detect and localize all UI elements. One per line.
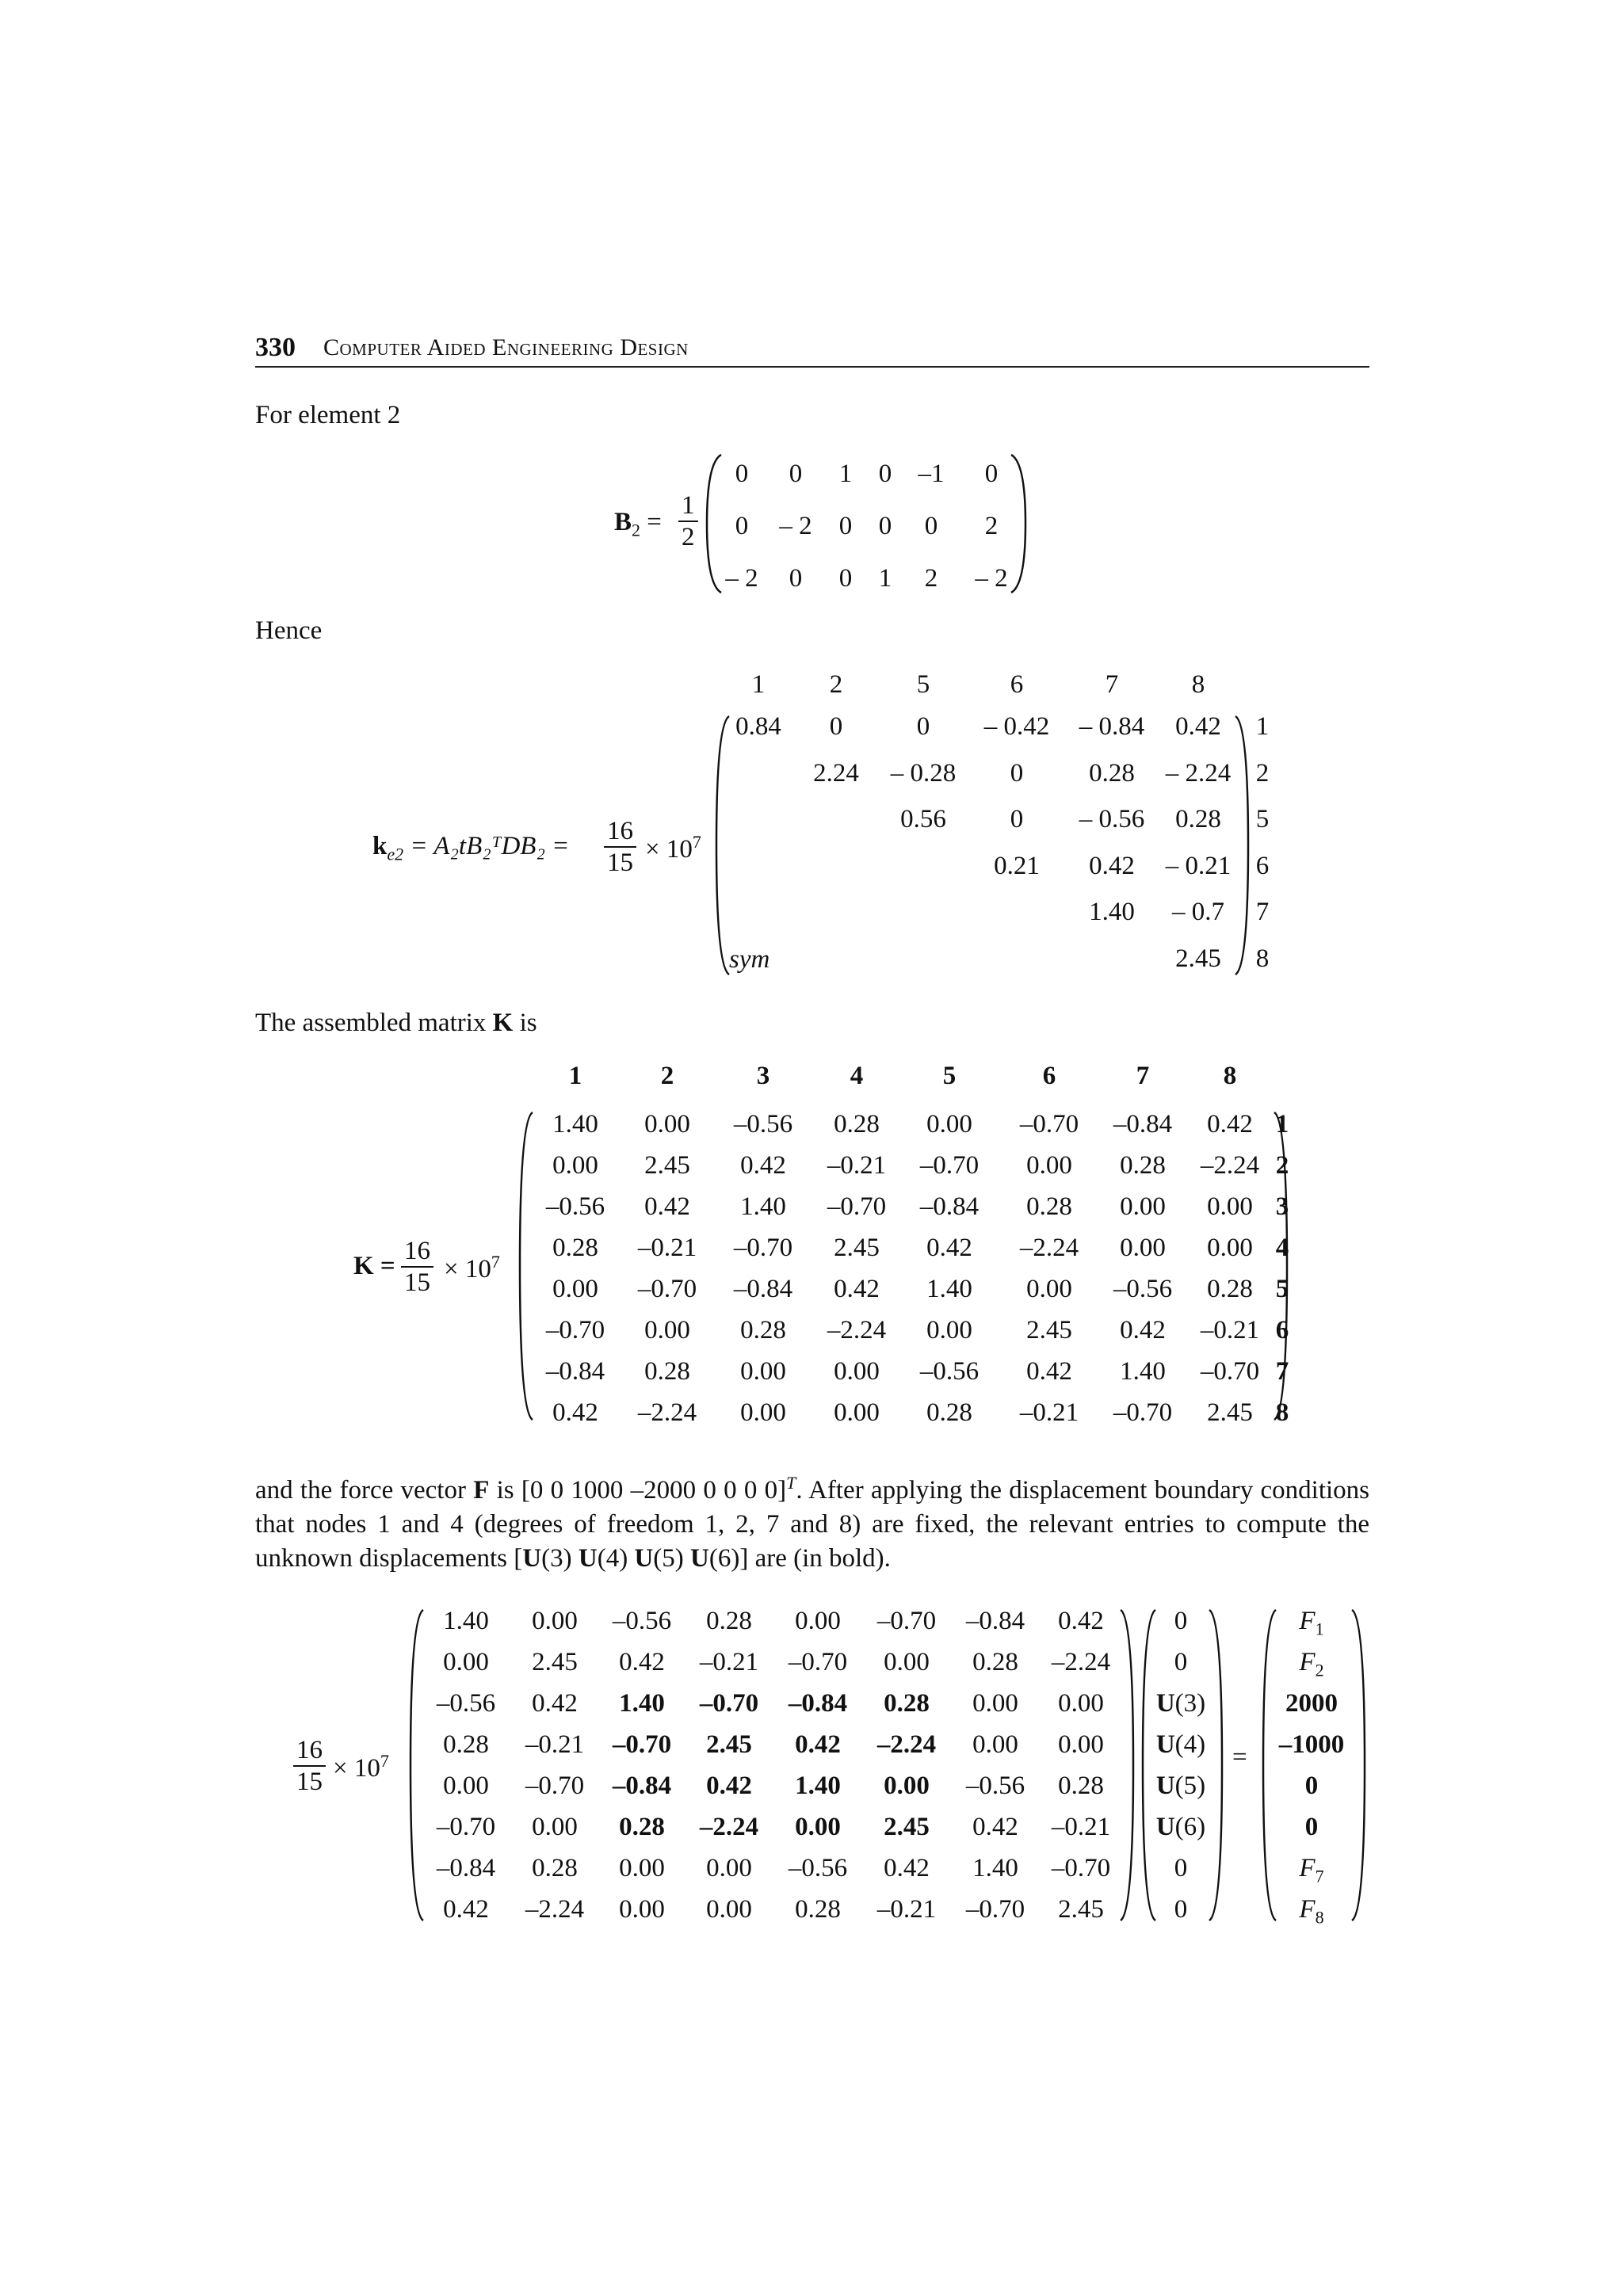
k-cell: 0.42	[644, 1192, 690, 1221]
system-cell: 0.00	[1058, 1730, 1104, 1759]
k-cell: 1.40	[926, 1275, 972, 1303]
f-vector-entry: $F_2$	[1299, 1648, 1324, 1680]
ke2-col-label: 1	[751, 670, 766, 699]
ke2-col-label: 7	[1105, 670, 1119, 699]
system-cell: 0.00	[532, 1607, 578, 1635]
k-row-label: 1	[1275, 1110, 1289, 1138]
system-cell: 0.28	[972, 1648, 1018, 1676]
system-cell: –0.56	[436, 1689, 496, 1718]
k-cell: 0.28	[926, 1398, 972, 1427]
k-row-label: 7	[1275, 1357, 1289, 1386]
system-cell: 1.40	[443, 1607, 489, 1635]
k-column-labels	[531, 1054, 1276, 1098]
system-cell: 2.45	[532, 1648, 578, 1676]
k-cell: –0.70	[1113, 1398, 1173, 1427]
k-cell: –0.70	[733, 1234, 793, 1262]
k-col-label: 1	[568, 1062, 582, 1090]
ke2-cell	[880, 889, 967, 936]
system-cell: –0.70	[612, 1730, 672, 1759]
ke2-cell	[1067, 936, 1157, 982]
for-element-text: For element 2	[255, 401, 401, 429]
ke2-cell: – 0.28	[890, 758, 957, 788]
ke2-cell: 0.56	[900, 805, 946, 833]
ke2-cell	[792, 843, 880, 890]
b2-cell: – 2	[975, 564, 1008, 593]
k-row-labels	[1266, 1104, 1298, 1433]
ke2-cell: – 0.56	[1079, 805, 1145, 833]
k-cell: –0.21	[1019, 1398, 1079, 1427]
system-fraction: $\frac{16}{15}$	[293, 1735, 326, 1797]
system-cell: –0.84	[436, 1854, 496, 1882]
k-cell: –0.70	[919, 1151, 980, 1180]
k-cell: –0.84	[1113, 1110, 1173, 1138]
f-vector-entry: 2000	[1285, 1689, 1338, 1718]
system-cell: –0.21	[525, 1730, 585, 1759]
ke2-cell	[967, 889, 1067, 936]
k-cell: 0.00	[1026, 1151, 1072, 1180]
system-cell: 0.42	[1058, 1607, 1104, 1635]
b2-cell: – 2	[779, 512, 812, 540]
k-cell: 1.40	[740, 1192, 786, 1221]
k-cell: 0.28	[1120, 1151, 1166, 1180]
u-vector-right-paren	[1206, 1607, 1227, 1924]
ke2-row-label: 5	[1255, 805, 1270, 833]
ke2-cell: 0	[1010, 805, 1024, 833]
k-cell: 0.00	[834, 1398, 880, 1427]
k-cell: 1.40	[1120, 1357, 1166, 1386]
k-cell: 0.28	[644, 1357, 690, 1386]
b2-cell: 0	[838, 564, 853, 593]
f-vector-entry: –1000	[1278, 1730, 1345, 1759]
k-row-label: 8	[1275, 1398, 1289, 1427]
ke2-col-label: 8	[1191, 670, 1205, 699]
k-matrix	[531, 1104, 1276, 1433]
k-cell: 0.00	[1207, 1192, 1253, 1221]
system-cell: 0.42	[884, 1854, 930, 1882]
ke2-cell: 0.21	[994, 851, 1040, 880]
system-cell: 0.00	[443, 1772, 489, 1800]
k-row-label: 6	[1275, 1316, 1289, 1344]
k-col-label: 3	[756, 1062, 770, 1090]
system-cell: 0.00	[972, 1689, 1018, 1718]
ke2-cell: 1.40	[1089, 898, 1135, 926]
f-vector	[1268, 1600, 1355, 1930]
system-cell: –0.84	[612, 1772, 672, 1800]
ke2-col-label: 6	[1010, 670, 1024, 699]
system-cell: 0.00	[1058, 1689, 1104, 1718]
k-cell: –0.21	[637, 1234, 697, 1262]
b2-cell: –1	[918, 460, 945, 488]
force-paragraph: and the force vector F is [0 0 1000 –2000 0 0 0 0]$^T$. After applying the displacement boundary conditions that nodes 1 and 4 (degrees of freedom 1, 2, 7 and 8) are fixed, the relevant entries to compute the unknown displacements [U(3) U(4) U(5) U(6)] are (in bold).	[255, 1473, 1369, 1573]
k-cell: –0.84	[545, 1357, 605, 1386]
ke2-cell: 0.28	[1175, 805, 1221, 833]
f-vector-entry: $F_8$	[1299, 1895, 1324, 1928]
system-cell: –2.24	[876, 1730, 937, 1759]
system-cell: –0.21	[699, 1648, 759, 1676]
ke2-cell: 0.84	[735, 712, 781, 741]
b2-cell: 1	[838, 460, 853, 488]
ke2-cell: 0	[1010, 758, 1024, 788]
ke2-cell	[724, 843, 792, 890]
k-col-label: 6	[1042, 1062, 1056, 1090]
running-title: Computer Aided Engineering Design	[323, 334, 689, 360]
ke2-cell: 0.28	[1089, 758, 1135, 788]
u-vector-entry: 0	[1174, 1854, 1188, 1882]
ke2-scale: × $10^7$	[645, 832, 701, 864]
ke2-cell: – 0.84	[1079, 712, 1145, 741]
k-lhs: K =	[353, 1252, 395, 1280]
ke2-cell: 0.42	[1175, 712, 1221, 741]
system-cell: 2.45	[1058, 1895, 1104, 1924]
ke2-cell: 0	[916, 712, 930, 741]
system-cell: 0.28	[706, 1607, 752, 1635]
system-cell: 2.45	[884, 1813, 930, 1841]
system-cell: 0.00	[706, 1854, 752, 1882]
k-cell: 0.00	[1026, 1275, 1072, 1303]
ke2-cell: 2.24	[813, 758, 859, 788]
k-row-label: 3	[1275, 1192, 1289, 1221]
u-vector-entry: 0	[1174, 1607, 1188, 1635]
b2-cell: 0	[984, 460, 999, 488]
b2-cell: 0	[789, 460, 803, 488]
system-cell: –2.24	[525, 1895, 585, 1924]
f-vector-entry: $F_1$	[1299, 1607, 1324, 1639]
system-cell: –0.70	[525, 1772, 585, 1800]
b2-cell: 0	[735, 512, 749, 540]
system-cell: –0.70	[965, 1895, 1025, 1924]
k-cell: 2.45	[1026, 1316, 1072, 1344]
system-cell: 0.00	[532, 1813, 578, 1841]
ke2-cell: – 2.24	[1165, 758, 1232, 788]
k-cell: 0.42	[926, 1234, 972, 1262]
k-cell: –0.70	[1019, 1110, 1079, 1138]
k-cell: –0.56	[545, 1192, 605, 1221]
k-cell: –0.21	[827, 1151, 887, 1180]
b2-matrix	[718, 448, 1025, 605]
k-cell: 0.42	[552, 1398, 598, 1427]
system-cell: –0.70	[788, 1648, 848, 1676]
k-cell: 0.42	[834, 1275, 880, 1303]
k-cell: –2.24	[1019, 1234, 1079, 1262]
b2-fraction: $\frac{1}{2}$	[678, 490, 698, 552]
system-cell: 0.28	[619, 1813, 665, 1841]
system-cell: 0.00	[619, 1854, 665, 1882]
k-cell: 2.45	[644, 1151, 690, 1180]
b2-cell: 0	[838, 512, 853, 540]
f-vector-entry: 0	[1304, 1813, 1319, 1841]
page-number: 330	[255, 333, 296, 362]
system-equals: =	[1232, 1743, 1247, 1772]
running-header	[255, 331, 1369, 368]
ke2-fraction: $\frac{16}{15}$	[604, 816, 636, 878]
k-cell: –0.56	[919, 1357, 980, 1386]
k-cell: –0.70	[545, 1316, 605, 1344]
k-cell: –0.70	[827, 1192, 887, 1221]
b2-cell: 0	[735, 460, 749, 488]
u-vector-entry: U(5)	[1155, 1772, 1206, 1800]
k-cell: –2.24	[637, 1398, 697, 1427]
system-right-paren	[1117, 1607, 1138, 1924]
system-cell: 1.40	[619, 1689, 665, 1718]
k-cell: 2.45	[834, 1234, 880, 1262]
ke2-cell: – 0.42	[983, 712, 1050, 741]
k-cell: 0.00	[1207, 1234, 1253, 1262]
k-cell: –0.56	[1113, 1275, 1173, 1303]
system-cell: –0.70	[699, 1689, 759, 1718]
b2-cell: 0	[878, 512, 892, 540]
system-cell: –0.84	[965, 1607, 1025, 1635]
system-cell: –0.21	[1051, 1813, 1111, 1841]
k-cell: 0.00	[1120, 1192, 1166, 1221]
k-row-label: 2	[1275, 1151, 1289, 1180]
k-cell: –0.84	[733, 1275, 793, 1303]
k-cell: 0.42	[1120, 1316, 1166, 1344]
ke2-row-labels	[1251, 704, 1274, 982]
k-cell: 0.00	[740, 1398, 786, 1427]
ke2-row-label: 1	[1255, 712, 1270, 741]
system-cell: –0.21	[876, 1895, 937, 1924]
b2-right-paren	[1006, 452, 1030, 596]
k-fraction: $\frac{16}{15}$	[401, 1236, 433, 1298]
system-cell: 0.00	[443, 1648, 489, 1676]
system-cell: –0.84	[788, 1689, 848, 1718]
k-cell: 1.40	[552, 1110, 598, 1138]
ke2-cell	[967, 936, 1067, 982]
k-col-label: 4	[850, 1062, 864, 1090]
system-cell: 0.28	[795, 1895, 841, 1924]
k-cell: 0.42	[1026, 1357, 1072, 1386]
system-cell: –0.56	[965, 1772, 1025, 1800]
ke2-cell	[724, 889, 792, 936]
k-row-label: 5	[1275, 1275, 1289, 1303]
u-vector-entry: 0	[1174, 1648, 1188, 1676]
system-cell: –0.56	[612, 1607, 672, 1635]
system-cell: 0.42	[706, 1772, 752, 1800]
system-cell: 0.42	[972, 1813, 1018, 1841]
ke2-cell	[880, 843, 967, 890]
system-cell: –0.70	[1051, 1854, 1111, 1882]
system-cell: 0.00	[884, 1648, 930, 1676]
b2-cell: – 2	[725, 564, 758, 593]
u-vector-entry: U(6)	[1155, 1813, 1206, 1841]
k-col-label: 2	[660, 1062, 674, 1090]
k-scale: × $10^7$	[444, 1252, 500, 1283]
system-cell: 0.42	[619, 1648, 665, 1676]
ke2-col-label: 2	[829, 670, 843, 699]
k-cell: –0.21	[1200, 1316, 1260, 1344]
u-vector	[1149, 1600, 1212, 1930]
ke2-lhs: $k_{e2}$ = A₂tB₂ᵀDB₂ =	[372, 832, 570, 864]
system-cell: 0.42	[532, 1689, 578, 1718]
ke2-cell	[880, 936, 967, 982]
system-cell: 0.00	[706, 1895, 752, 1924]
system-cell: 0.28	[532, 1854, 578, 1882]
k-cell: –0.70	[1200, 1357, 1260, 1386]
system-cell: 0.00	[795, 1813, 841, 1841]
hence-text: Hence	[255, 616, 323, 645]
system-cell: –0.70	[436, 1813, 496, 1841]
ke2-sym-label: sym	[729, 945, 770, 974]
k-cell: 0.28	[552, 1234, 598, 1262]
k-cell: 0.28	[1026, 1192, 1072, 1221]
ke2-cell: 0	[829, 712, 843, 741]
k-cell: 2.45	[1207, 1398, 1253, 1427]
ke2-cell	[724, 750, 792, 797]
u-vector-entry: U(4)	[1155, 1730, 1206, 1759]
k-col-label: 5	[942, 1062, 957, 1090]
ke2-cell	[792, 889, 880, 936]
ke2-row-label: 8	[1255, 944, 1270, 973]
system-scale: × $10^7$	[333, 1751, 389, 1783]
u-vector-entry: 0	[1174, 1895, 1188, 1924]
system-cell: 1.40	[972, 1854, 1018, 1882]
k-cell: 0.42	[1207, 1110, 1253, 1138]
b2-lhs: $B_2$ =	[614, 508, 662, 540]
system-cell: –2.24	[1051, 1648, 1111, 1676]
k-cell: 0.00	[926, 1316, 972, 1344]
k-cell: 0.00	[740, 1357, 786, 1386]
system-matrix	[422, 1600, 1122, 1930]
ke2-cell	[792, 796, 880, 843]
ke2-col-label: 5	[916, 670, 930, 699]
k-cell: 0.42	[740, 1151, 786, 1180]
f-vector-right-paren	[1349, 1607, 1369, 1924]
ke2-row-label: 7	[1255, 898, 1270, 926]
system-cell: –0.70	[876, 1607, 937, 1635]
u-vector-entry: U(3)	[1155, 1689, 1206, 1718]
system-cell: 0.00	[795, 1607, 841, 1635]
k-cell: –0.70	[637, 1275, 697, 1303]
system-cell: 0.42	[795, 1730, 841, 1759]
ke2-cell: – 0.21	[1165, 851, 1232, 880]
k-row-label: 4	[1275, 1234, 1289, 1262]
ke2-column-labels	[724, 662, 1239, 707]
system-cell: 0.28	[1058, 1772, 1104, 1800]
ke2-row-label: 2	[1255, 758, 1270, 788]
k-cell: 0.00	[644, 1316, 690, 1344]
k-cell: 0.28	[1207, 1275, 1253, 1303]
k-cell: 0.00	[1120, 1234, 1166, 1262]
system-cell: 0.42	[443, 1895, 489, 1924]
b2-cell: 2	[924, 564, 938, 593]
ke2-matrix	[724, 704, 1239, 982]
k-cell: –2.24	[1200, 1151, 1260, 1180]
ke2-cell: – 0.7	[1172, 898, 1224, 926]
k-col-label: 7	[1136, 1062, 1150, 1090]
system-cell: –0.56	[788, 1854, 848, 1882]
ke2-cell	[792, 936, 880, 982]
k-cell: 0.00	[552, 1275, 598, 1303]
system-cell: 0.28	[443, 1730, 489, 1759]
b2-cell: 2	[984, 512, 999, 540]
b2-cell: 0	[924, 512, 938, 540]
f-vector-entry: 0	[1304, 1772, 1319, 1800]
k-cell: –0.56	[733, 1110, 793, 1138]
ke2-cell: 2.45	[1175, 944, 1221, 973]
ke2-cell: 0.42	[1089, 851, 1135, 880]
b2-cell: 0	[789, 564, 803, 593]
system-cell: 2.45	[706, 1730, 752, 1759]
k-col-label: 8	[1223, 1062, 1237, 1090]
k-cell: 0.00	[644, 1110, 690, 1138]
k-cell: 0.28	[740, 1316, 786, 1344]
ke2-cell	[724, 796, 792, 843]
assembled-text: The assembled matrix K is	[255, 1009, 537, 1037]
k-cell: –0.84	[919, 1192, 980, 1221]
k-cell: 0.28	[834, 1110, 880, 1138]
system-cell: –2.24	[699, 1813, 759, 1841]
k-cell: 0.00	[552, 1151, 598, 1180]
k-cell: 0.00	[834, 1357, 880, 1386]
system-cell: 0.28	[884, 1689, 930, 1718]
k-cell: 0.00	[926, 1110, 972, 1138]
b2-cell: 0	[878, 460, 892, 488]
k-cell: –2.24	[827, 1316, 887, 1344]
system-cell: 0.00	[619, 1895, 665, 1924]
ke2-row-label: 6	[1255, 851, 1270, 880]
system-cell: 0.00	[884, 1772, 930, 1800]
b2-cell: 1	[878, 564, 892, 593]
system-cell: 1.40	[795, 1772, 841, 1800]
f-vector-entry: $F_7$	[1299, 1854, 1324, 1886]
system-cell: 0.00	[972, 1730, 1018, 1759]
